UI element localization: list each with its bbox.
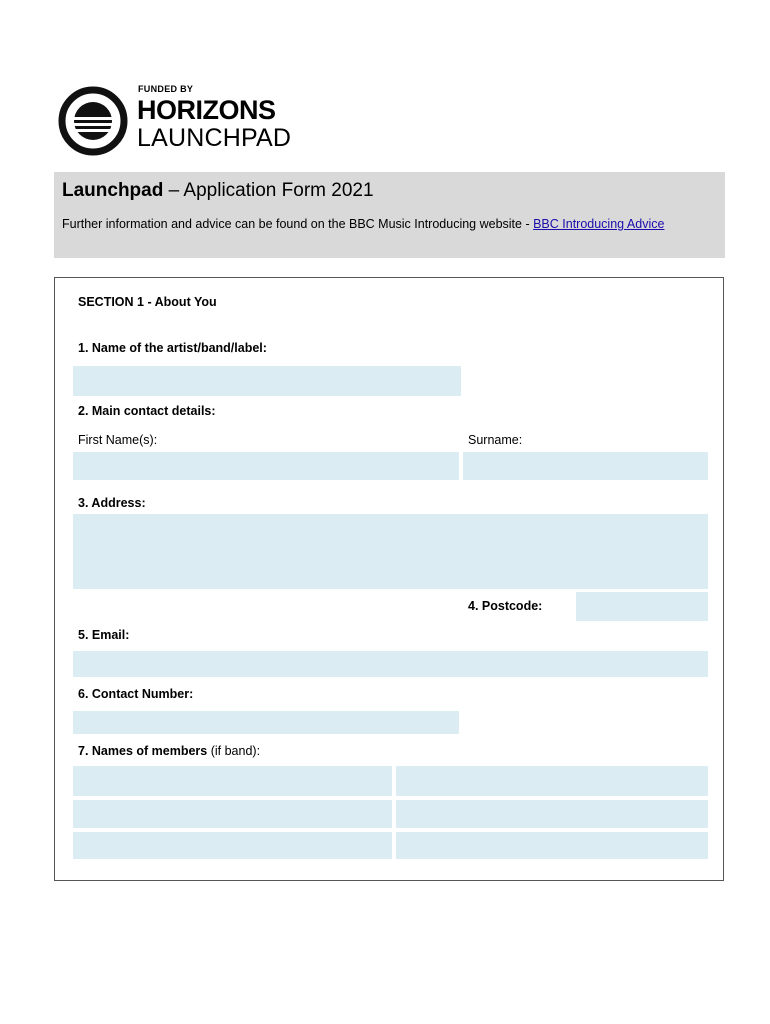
first-name-label: First Name(s):: [78, 433, 158, 447]
q6-label: 6. Contact Number:: [78, 687, 194, 701]
q7-label-rest: (if band):: [207, 744, 261, 758]
section-1-form: [54, 277, 724, 881]
horizons-launchpad-logo: [56, 84, 292, 158]
title-rest: – Application Form 2021: [163, 180, 374, 201]
q5-label: 5. Email:: [78, 628, 130, 642]
address-field[interactable]: [73, 514, 708, 589]
q1-label: 1. Name of the artist/band/label:: [78, 341, 267, 355]
logo-launchpad-text: LAUNCHPAD: [137, 124, 292, 152]
horizons-logo-icon: [56, 86, 130, 156]
funded-by-text: FUNDED BY: [138, 84, 194, 94]
info-text: [62, 216, 712, 232]
section-title: SECTION 1 - About You: [78, 295, 217, 309]
first-name-field[interactable]: [73, 452, 459, 480]
q7-label: [78, 744, 260, 758]
member-field-5[interactable]: [73, 832, 392, 859]
logo-horizons-text: HORIZONS: [137, 95, 276, 125]
title-bold: Launchpad: [62, 180, 164, 201]
page-title: [62, 180, 374, 202]
q2-label: 2. Main contact details:: [78, 404, 216, 418]
form-header: [54, 172, 725, 258]
q4-label: 4. Postcode:: [468, 599, 543, 613]
surname-field[interactable]: [463, 452, 708, 480]
member-field-6[interactable]: [396, 832, 708, 859]
info-text-body: Further information and advice can be found on the BBC Music Introducing website -: [62, 217, 534, 231]
surname-label: Surname:: [468, 433, 523, 447]
member-field-4[interactable]: [396, 800, 708, 828]
member-field-1[interactable]: [73, 766, 392, 796]
email-field[interactable]: [73, 651, 708, 677]
contact-number-field[interactable]: [73, 711, 459, 734]
q7-label-bold: 7. Names of members: [78, 744, 208, 758]
postcode-field[interactable]: [576, 592, 708, 621]
member-field-2[interactable]: [396, 766, 708, 796]
bbc-introducing-advice-link[interactable]: BBC Introducing Advice: [533, 217, 665, 231]
member-field-3[interactable]: [73, 800, 392, 828]
artist-name-field[interactable]: [73, 366, 461, 396]
q3-label: 3. Address:: [78, 496, 146, 510]
